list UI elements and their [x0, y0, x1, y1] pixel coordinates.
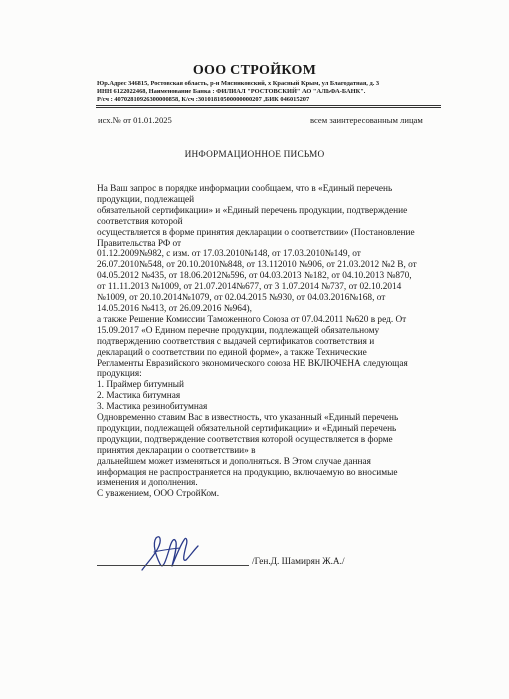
- body-line: соответствия которой: [97, 216, 183, 227]
- body-line: продукции, подтверждение соответствия которой осуществляется в форме: [97, 434, 393, 445]
- list-number: 2.: [97, 391, 104, 402]
- body-line: 14.05.2016 №413, от 26.09.2016 №964),: [97, 303, 252, 314]
- list-number: 1.: [97, 380, 104, 391]
- body-line: Одновременно ставим Вас в известность, что указанный «Единый перечень: [97, 413, 399, 424]
- body-line: изменения и дополнения.: [97, 478, 198, 489]
- signature-line: [97, 565, 249, 566]
- body-line: №1009, от 20.10.2014№1079, от 02.04.2015 №930, от 04.03.2016№168, от: [97, 293, 386, 304]
- body-line: продукция:: [97, 369, 142, 380]
- recipient-line: всем заинтересованным лицам: [310, 115, 423, 125]
- body-line: а также Решение Комиссии Таможенного Союза от 07.04.2011 №620 в ред. От: [97, 314, 407, 325]
- letterhead-divider-secondary: [96, 107, 441, 108]
- outgoing-number: исх.№ от 01.01.2025: [98, 115, 172, 125]
- body-line: продукции, подлежащей: [97, 194, 195, 205]
- letter-body: [97, 184, 442, 500]
- bank-details: ИНН 6122022468, Наименование Банка : ФИЛИАЛ "РОСТОВСКИЙ" АО "АЛЬФА-БАНК".: [97, 88, 366, 95]
- body-line: осуществляется в форме принятия декларации о соответствии» (Постановление: [97, 227, 415, 238]
- body-line: информация не распространяется на продукцию, включаемую во вносимые: [97, 467, 398, 478]
- product-list-item: [97, 391, 442, 402]
- body-line: Правительства РФ от: [97, 238, 182, 249]
- company-name: ООО СТРОЙКОМ: [192, 63, 317, 78]
- body-line: 01.12.2009№982, с изм. от 17.03.2010№148, от 17.03.2010№149, от: [97, 249, 361, 260]
- letterhead-divider: [96, 105, 441, 106]
- handwritten-signature: [136, 512, 206, 582]
- account-details: Р/сч : 40702810926300000858, К/сч :30101810500000000207 ,БИК 046015207: [97, 96, 310, 103]
- product-list-item: [97, 380, 442, 391]
- body-line: 15.09.2017 «О Едином перечне продукции, подлежащей обязательному: [97, 325, 380, 336]
- body-line: деклараций о соответствии по единой форме», а также Технические: [97, 347, 367, 358]
- body-line: обязательной сертификации» и «Единый перечень продукции, подтверждение: [97, 205, 408, 216]
- product-name: Мастика битумная: [106, 391, 181, 402]
- legal-address: Юр.Адрес 346815, Ростовская область, р-н Мясниковский, х Красный Крым, ул Благодатная, д. 3: [97, 80, 380, 87]
- product-list-item: [97, 402, 442, 413]
- body-line: подтверждению соответствия с выдачей сертификатов соответствия и: [97, 336, 375, 347]
- body-line: Регламенты Евразийского экономического союза НЕ ВКЛЮЧЕНА следующая: [97, 358, 408, 369]
- body-line: 04.05.2012 №435, от 18.06.2012№596, от 04.03.2013 №182, от 04.10.2013 №870,: [97, 271, 412, 282]
- body-line: принятия декларации о соответствии» в: [97, 445, 256, 456]
- signatory-name: /Ген.Д. Шамирян Ж.А./: [252, 557, 345, 567]
- body-line: дальнейшем может изменяться и дополняться. В Этом случае данная: [97, 456, 371, 467]
- product-name: Праймер битумный: [106, 380, 185, 391]
- closing-line: С уважением, ООО СтройКом.: [97, 489, 220, 500]
- body-line: продукции, подлежащей обязательной сертификации» и «Единый перечень: [97, 423, 397, 434]
- body-line: На Ваш запрос в порядке информации сообщаем, что в «Единый перечень: [97, 184, 393, 194]
- body-line: от 11.11.2013 №1009, от 21.07.2014№677, от 3 1.07.2014 №737, от 02.10.2014: [97, 282, 402, 293]
- body-line: 26.07.2010№548, от 20.10.2010№848, от 13.112010 №906, от 21.03.2012 №2 В, от: [97, 260, 417, 271]
- product-name: Мастика резинобитумная: [106, 402, 208, 413]
- list-number: 3.: [97, 402, 104, 413]
- letter-title: ИНФОРМАЦИОННОЕ ПИСЬМО: [184, 150, 325, 160]
